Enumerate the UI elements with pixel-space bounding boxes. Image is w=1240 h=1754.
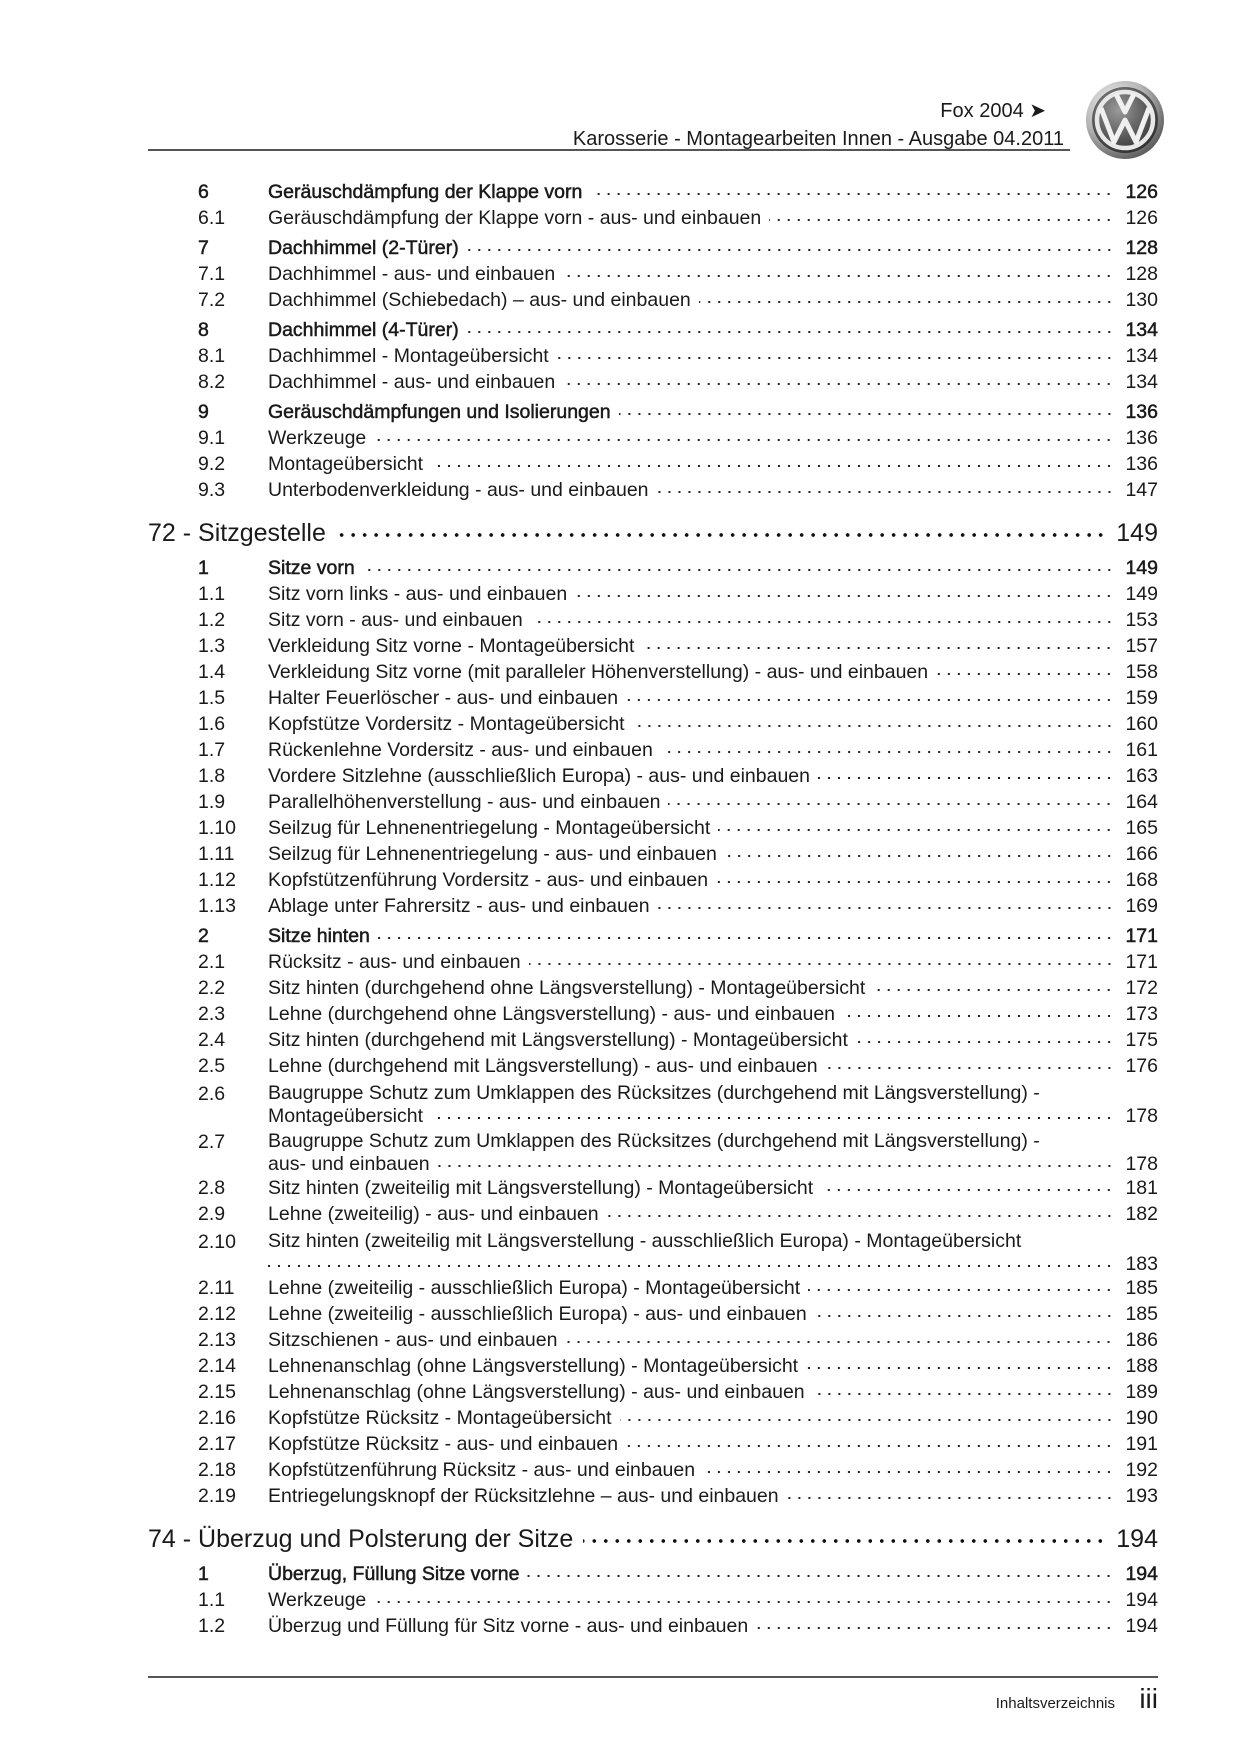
toc-entry-title: Lehne (durchgehend ohne Längsverstellung) - aus- und einbauen xyxy=(268,1003,836,1025)
toc-entry-number: 8.1 xyxy=(198,345,226,367)
toc-entry-number: 1.8 xyxy=(198,765,226,787)
toc-section xyxy=(148,317,1158,343)
toc-entry-title: Dachhimmel - aus- und einbauen xyxy=(268,263,556,285)
toc-entry xyxy=(148,205,1158,231)
toc-leader-dots xyxy=(557,356,1114,360)
toc-entry-number: 6.1 xyxy=(198,207,226,229)
toc-leader-dots xyxy=(787,1496,1114,1500)
toc-leader-dots xyxy=(438,1164,1114,1168)
toc-entry xyxy=(148,1229,1158,1275)
toc-entry-page: 136 xyxy=(1125,401,1158,423)
toc-entry-number: 1.6 xyxy=(198,713,226,735)
toc-entry-title: Sitz vorn - aus- und einbauen xyxy=(268,609,523,631)
toc-entry-title-line1: Baugruppe Schutz zum Umklappen des Rücksitzes (durchgehend mit Längsverstellung) - xyxy=(268,1130,1040,1152)
toc-entry-title: Rückenlehne Vordersitz - aus- und einbauen xyxy=(268,739,653,761)
toc-entry xyxy=(148,1379,1158,1405)
toc-entry-title: Lehne (zweiteilig - ausschließlich Europa) - aus- und einbauen xyxy=(268,1303,807,1325)
toc-leader-dots xyxy=(658,906,1114,910)
toc-entry xyxy=(148,1027,1158,1053)
toc-entry-number: 1.11 xyxy=(198,843,235,865)
toc-entry-page: 149 xyxy=(1125,557,1158,579)
toc-entry xyxy=(148,1001,1158,1027)
toc-entry-number: 1 xyxy=(198,1563,209,1585)
toc-entry xyxy=(148,893,1158,919)
toc-entry-page: 190 xyxy=(1125,1407,1158,1429)
toc-entry-number: 2.12 xyxy=(198,1303,236,1325)
toc-entry-title: Entriegelungsknopf der Rücksitzlehne – aus- und einbauen xyxy=(268,1485,779,1507)
toc-leader-dots xyxy=(699,300,1114,304)
toc-entry-title: Dachhimmel - Montageübersicht xyxy=(268,345,549,367)
toc-entry-page: 194 xyxy=(1125,1563,1158,1585)
toc-entry xyxy=(148,369,1158,395)
toc-entry-number: 2 xyxy=(198,925,209,947)
toc-entry-title: Sitz hinten (durchgehend ohne Längsverstellung) - Montageübersicht xyxy=(268,977,866,999)
toc-chapter xyxy=(148,1523,1158,1555)
toc-leader-dots xyxy=(531,620,1114,624)
toc-leader-dots xyxy=(619,412,1114,416)
toc-entry-title: Vordere Sitzlehne (ausschließlich Europa) - aus- und einbauen xyxy=(268,765,810,787)
toc-entry xyxy=(148,685,1158,711)
toc-entry-title: Lehnenanschlag (ohne Längsverstellung) - aus- und einbauen xyxy=(268,1381,805,1403)
toc-entry-title: Geräuschdämpfung der Klappe vorn - aus- und einbauen xyxy=(268,207,762,229)
toc-entry-page: 163 xyxy=(1125,765,1158,787)
toc-entry-page: 193 xyxy=(1125,1485,1158,1507)
toc-leader-dots xyxy=(856,1040,1114,1044)
toc-entry xyxy=(148,451,1158,477)
toc-leader-dots xyxy=(268,1264,1114,1268)
toc-entry-page: 185 xyxy=(1125,1277,1158,1299)
toc-entry-number: 2.5 xyxy=(198,1055,226,1077)
toc-entry-number: 2.19 xyxy=(198,1485,236,1507)
toc-leader-dots xyxy=(431,464,1114,468)
header-subtitle: Karosserie - Montagearbeiten Innen - Ausgabe 04.2011 xyxy=(572,128,1064,150)
toc-chapter-title: 72 - Sitzgestelle xyxy=(148,519,326,547)
toc-entry-number: 2.6 xyxy=(198,1083,226,1105)
toc-entry xyxy=(148,815,1158,841)
toc-entry-title-line1: Sitz hinten (zweiteilig mit Längsverstellung - ausschließlich Europa) - Montageübersicht xyxy=(268,1230,1022,1252)
toc-entry xyxy=(148,737,1158,763)
toc-entry xyxy=(148,1175,1158,1201)
toc-chapter-page: 194 xyxy=(1116,1525,1158,1553)
toc-entry-number: 1.4 xyxy=(198,661,226,683)
toc-entry-title: Montageübersicht xyxy=(268,453,424,475)
toc-entry-title-line2: Montageübersicht xyxy=(268,1105,424,1127)
toc-chapter-page: 149 xyxy=(1116,519,1158,547)
toc-section xyxy=(148,923,1158,949)
toc-entry-number: 1.9 xyxy=(198,791,226,813)
toc-entry-page: 136 xyxy=(1125,453,1158,475)
toc-entry-title: Lehne (zweiteilig - ausschließlich Europa) - Montageübersicht xyxy=(268,1277,801,1299)
toc-entry-page: 126 xyxy=(1125,181,1158,203)
toc-entry-page: 192 xyxy=(1125,1459,1158,1481)
toc-entry-page: 165 xyxy=(1125,817,1158,839)
toc-leader-dots xyxy=(756,1626,1114,1630)
toc-leader-dots xyxy=(716,880,1114,884)
toc-entry-page: 164 xyxy=(1125,791,1158,813)
toc-entry-number: 1.13 xyxy=(198,895,236,917)
toc-entry-page: 126 xyxy=(1125,207,1158,229)
toc-leader-dots xyxy=(527,1574,1114,1578)
toc-entry-title-line1: Baugruppe Schutz zum Umklappen des Rücksitzes (durchgehend mit Längsverstellung) - xyxy=(268,1082,1040,1104)
toc-entry-number: 1.2 xyxy=(198,1615,226,1637)
toc-entry-page: 194 xyxy=(1125,1589,1158,1611)
toc-entry-page: 128 xyxy=(1125,237,1158,259)
toc-entry-number: 2.10 xyxy=(198,1231,236,1253)
toc-entry-title: Geräuschdämpfung der Klappe vorn xyxy=(268,181,583,203)
toc-leader-dots xyxy=(607,1214,1114,1218)
toc-section xyxy=(148,399,1158,425)
toc-entry-page: 178 xyxy=(1125,1105,1158,1127)
toc-entry-page: 134 xyxy=(1125,345,1158,367)
toc-entry-title: Sitz hinten (durchgehend mit Längsverstellung) - Montageübersicht xyxy=(268,1029,848,1051)
toc-entry-number: 2.17 xyxy=(198,1433,236,1455)
toc-entry-title: Lehne (durchgehend mit Längsverstellung) - aus- und einbauen xyxy=(268,1055,818,1077)
toc-entry-number: 9.3 xyxy=(198,479,226,501)
toc-entry xyxy=(148,1301,1158,1327)
toc-entry-number: 2.4 xyxy=(198,1029,226,1051)
toc-chapter-title: 74 - Überzug und Polsterung der Sitze xyxy=(148,1525,574,1553)
toc-entry xyxy=(148,477,1158,503)
toc-chapter xyxy=(148,517,1158,549)
toc-entry xyxy=(148,343,1158,369)
toc-entry-page: 166 xyxy=(1125,843,1158,865)
toc-entry-page: 176 xyxy=(1125,1055,1158,1077)
toc-entry-number: 1.7 xyxy=(198,739,226,761)
toc-entry-page: 181 xyxy=(1125,1177,1158,1199)
toc-leader-dots xyxy=(806,1366,1114,1370)
toc-entry xyxy=(148,867,1158,893)
toc-entry-page: 157 xyxy=(1125,635,1158,657)
toc-entry xyxy=(148,607,1158,633)
toc-entry-title: Kopfstütze Rücksitz - aus- und einbauen xyxy=(268,1433,619,1455)
toc-entry xyxy=(148,763,1158,789)
toc-entry-number: 8.2 xyxy=(198,371,226,393)
header-model: Fox 2004 ➤ xyxy=(940,100,1046,122)
toc-entry-page: 130 xyxy=(1125,289,1158,311)
toc-entry-title: Parallelhöhenverstellung - aus- und einbauen xyxy=(268,791,661,813)
toc-entry xyxy=(148,581,1158,607)
toc-entry-number: 7 xyxy=(198,237,209,259)
toc-entry-number: 1.5 xyxy=(198,687,226,709)
toc-section xyxy=(148,1561,1158,1587)
toc-entry xyxy=(148,1053,1158,1079)
toc-leader-dots xyxy=(718,828,1114,832)
toc-leader-dots xyxy=(813,1392,1114,1396)
toc-entry xyxy=(148,841,1158,867)
toc-leader-dots xyxy=(467,330,1114,334)
toc-leader-dots xyxy=(826,1066,1114,1070)
toc-leader-dots xyxy=(467,248,1114,252)
toc-entry-page: 147 xyxy=(1125,479,1158,501)
toc-leader-dots xyxy=(374,1600,1114,1604)
toc-leader-dots xyxy=(336,532,1106,538)
toc-entry-page: 171 xyxy=(1125,925,1158,947)
toc-leader-dots xyxy=(873,988,1114,992)
toc-entry-number: 2.16 xyxy=(198,1407,236,1429)
toc-entry-title: Sitzschienen - aus- und einbauen xyxy=(268,1329,558,1351)
toc-entry-title: Werkzeuge xyxy=(268,427,367,449)
toc-leader-dots xyxy=(725,854,1114,858)
toc-entry-title: Dachhimmel (4-Türer) xyxy=(268,319,459,341)
toc-leader-dots xyxy=(529,962,1114,966)
toc-entry-title: Dachhimmel (Schiebedach) – aus- und einbauen xyxy=(268,289,691,311)
table-of-contents xyxy=(148,179,1158,1639)
toc-entry-number: 1.1 xyxy=(198,1589,226,1611)
toc-entry xyxy=(148,1483,1158,1509)
toc-entry-title: Ablage unter Fahrersitz - aus- und einbauen xyxy=(268,895,650,917)
toc-leader-dots xyxy=(657,490,1114,494)
toc-entry xyxy=(148,1353,1158,1379)
toc-leader-dots xyxy=(363,568,1114,572)
toc-entry-page: 153 xyxy=(1125,609,1158,631)
toc-entry-title: Verkleidung Sitz vorne (mit paralleler Höhenverstellung) - aus- und einbauen xyxy=(268,661,929,683)
toc-entry-page: 172 xyxy=(1125,977,1158,999)
toc-entry xyxy=(148,287,1158,313)
toc-entry-title: Unterbodenverkleidung - aus- und einbauen xyxy=(268,479,649,501)
toc-leader-dots xyxy=(703,1470,1114,1474)
toc-section xyxy=(148,179,1158,205)
toc-entry-page: 149 xyxy=(1125,583,1158,605)
toc-entry-title: Kopfstütze Rücksitz - Montageübersicht xyxy=(268,1407,612,1429)
toc-entry-title: Verkleidung Sitz vorne - Montageübersicht xyxy=(268,635,635,657)
header-rule xyxy=(148,149,1070,151)
toc-entry-page: 189 xyxy=(1125,1381,1158,1403)
toc-entry-page: 134 xyxy=(1125,371,1158,393)
toc-entry-number: 1.10 xyxy=(198,817,236,839)
toc-entry-page: 178 xyxy=(1125,1153,1158,1175)
toc-entry-number: 2.9 xyxy=(198,1203,226,1225)
toc-leader-dots xyxy=(626,1444,1114,1448)
toc-entry xyxy=(148,1431,1158,1457)
toc-section xyxy=(148,235,1158,261)
vw-logo-icon xyxy=(1085,80,1165,160)
toc-leader-dots xyxy=(431,1116,1114,1120)
toc-entry-title: Geräuschdämpfungen und Isolierungen xyxy=(268,401,611,423)
toc-leader-dots xyxy=(575,594,1114,598)
footer-label: Inhaltsverzeichnis xyxy=(995,1695,1115,1712)
toc-leader-dots xyxy=(936,672,1114,676)
toc-entry-number: 2.2 xyxy=(198,977,226,999)
toc-entry-title: Lehne (zweiteilig) - aus- und einbauen xyxy=(268,1203,599,1225)
toc-leader-dots xyxy=(843,1014,1114,1018)
toc-entry-page: 160 xyxy=(1125,713,1158,735)
toc-entry-number: 1 xyxy=(198,557,209,579)
toc-entry-number: 9.2 xyxy=(198,453,226,475)
toc-entry-number: 8 xyxy=(198,319,209,341)
toc-entry-number: 2.3 xyxy=(198,1003,226,1025)
toc-entry xyxy=(148,1201,1158,1227)
toc-leader-dots xyxy=(563,274,1114,278)
toc-entry-page: 169 xyxy=(1125,895,1158,917)
toc-entry-number: 7.2 xyxy=(198,289,226,311)
toc-leader-dots xyxy=(565,1340,1114,1344)
toc-entry-page: 188 xyxy=(1125,1355,1158,1377)
footer-rule xyxy=(148,1676,1158,1678)
toc-entry xyxy=(148,1457,1158,1483)
toc-leader-dots xyxy=(769,218,1114,222)
toc-entry-title: Lehnenanschlag (ohne Längsverstellung) - Montageübersicht xyxy=(268,1355,799,1377)
toc-entry xyxy=(148,1275,1158,1301)
toc-leader-dots xyxy=(661,750,1114,754)
toc-entry-page: 185 xyxy=(1125,1303,1158,1325)
toc-entry-number: 2.7 xyxy=(198,1131,226,1153)
toc-leader-dots xyxy=(668,802,1114,806)
toc-entry xyxy=(148,975,1158,1001)
toc-entry-page: 134 xyxy=(1125,319,1158,341)
toc-entry xyxy=(148,789,1158,815)
toc-entry-title: Seilzug für Lehnenentriegelung - Montageübersicht xyxy=(268,817,711,839)
toc-entry-number: 2.18 xyxy=(198,1459,236,1481)
toc-entry xyxy=(148,261,1158,287)
toc-entry xyxy=(148,633,1158,659)
toc-entry xyxy=(148,425,1158,451)
toc-leader-dots xyxy=(590,192,1114,196)
toc-entry-page: 182 xyxy=(1125,1203,1158,1225)
toc-entry-title: Rücksitz - aus- und einbauen xyxy=(268,951,521,973)
toc-leader-dots xyxy=(642,646,1114,650)
toc-entry-number: 2.8 xyxy=(198,1177,226,1199)
toc-entry-number: 7.1 xyxy=(198,263,226,285)
toc-entry xyxy=(148,1587,1158,1613)
toc-entry xyxy=(148,1613,1158,1639)
toc-entry-page: 173 xyxy=(1125,1003,1158,1025)
toc-entry-page: 175 xyxy=(1125,1029,1158,1051)
toc-entry-title: Kopfstützenführung Vordersitz - aus- und einbauen xyxy=(268,869,709,891)
toc-leader-dots xyxy=(563,382,1114,386)
toc-entry-title: Seilzug für Lehnenentriegelung - aus- und einbauen xyxy=(268,843,717,865)
toc-entry-page: 158 xyxy=(1125,661,1158,683)
toc-entry-title: Überzug, Füllung Sitze vorne xyxy=(268,1563,520,1585)
toc-entry-page: 136 xyxy=(1125,427,1158,449)
toc-leader-dots xyxy=(378,936,1114,940)
toc-entry-page: 128 xyxy=(1125,263,1158,285)
toc-entry-page: 194 xyxy=(1125,1615,1158,1637)
toc-entry-page: 183 xyxy=(1125,1253,1158,1275)
toc-entry-page: 168 xyxy=(1125,869,1158,891)
toc-entry-title: Sitz vorn links - aus- und einbauen xyxy=(268,583,568,605)
toc-leader-dots xyxy=(583,1538,1106,1544)
toc-entry-number: 1.1 xyxy=(198,583,226,605)
toc-entry-number: 2.11 xyxy=(198,1277,235,1299)
toc-entry-title: Kopfstützenführung Rücksitz - aus- und einbauen xyxy=(268,1459,696,1481)
toc-entry xyxy=(148,711,1158,737)
toc-entry-number: 1.3 xyxy=(198,635,226,657)
toc-entry-title: Dachhimmel (2-Türer) xyxy=(268,237,459,259)
toc-entry-title: Kopfstütze Vordersitz - Montageübersicht xyxy=(268,713,625,735)
toc-entry xyxy=(148,1327,1158,1353)
toc-leader-dots xyxy=(821,1188,1114,1192)
footer-page-number: iii xyxy=(1139,1683,1158,1714)
toc-leader-dots xyxy=(633,724,1114,728)
toc-entry-title: Halter Feuerlöscher - aus- und einbauen xyxy=(268,687,619,709)
toc-entry-number: 2.13 xyxy=(198,1329,236,1351)
toc-entry-title: Werkzeuge xyxy=(268,1589,367,1611)
toc-entry-title: Sitze vorn xyxy=(268,557,355,579)
toc-entry-title: Sitz hinten (zweiteilig mit Längsverstellung) - Montageübersicht xyxy=(268,1177,814,1199)
toc-entry xyxy=(148,659,1158,685)
toc-entry-page: 186 xyxy=(1125,1329,1158,1351)
toc-entry-title: Dachhimmel - aus- und einbauen xyxy=(268,371,556,393)
toc-entry-number: 2.14 xyxy=(198,1355,236,1377)
toc-leader-dots xyxy=(818,776,1114,780)
toc-entry xyxy=(148,1081,1158,1127)
toc-entry xyxy=(148,949,1158,975)
toc-entry-page: 171 xyxy=(1125,951,1158,973)
toc-entry-number: 6 xyxy=(198,181,209,203)
toc-entry-page: 191 xyxy=(1125,1433,1158,1455)
toc-entry-number: 2.1 xyxy=(198,951,226,973)
toc-entry-number: 2.15 xyxy=(198,1381,236,1403)
toc-entry-number: 1.2 xyxy=(198,609,226,631)
toc-entry-title: Überzug und Füllung für Sitz vorne - aus- und einbauen xyxy=(268,1615,749,1637)
toc-entry-number: 9 xyxy=(198,401,209,423)
toc-entry-number: 9.1 xyxy=(198,427,226,449)
toc-leader-dots xyxy=(626,698,1114,702)
toc-entry-title-line2: aus- und einbauen xyxy=(268,1153,430,1175)
toc-entry-page: 161 xyxy=(1125,739,1158,761)
toc-leader-dots xyxy=(620,1418,1114,1422)
toc-section xyxy=(148,555,1158,581)
toc-entry xyxy=(148,1405,1158,1431)
toc-entry-page: 159 xyxy=(1125,687,1158,709)
toc-leader-dots xyxy=(815,1314,1114,1318)
toc-leader-dots xyxy=(808,1288,1114,1292)
toc-entry-number: 1.12 xyxy=(198,869,236,891)
toc-entry-title: Sitze hinten xyxy=(268,925,370,947)
toc-entry xyxy=(148,1129,1158,1175)
toc-leader-dots xyxy=(374,438,1114,442)
